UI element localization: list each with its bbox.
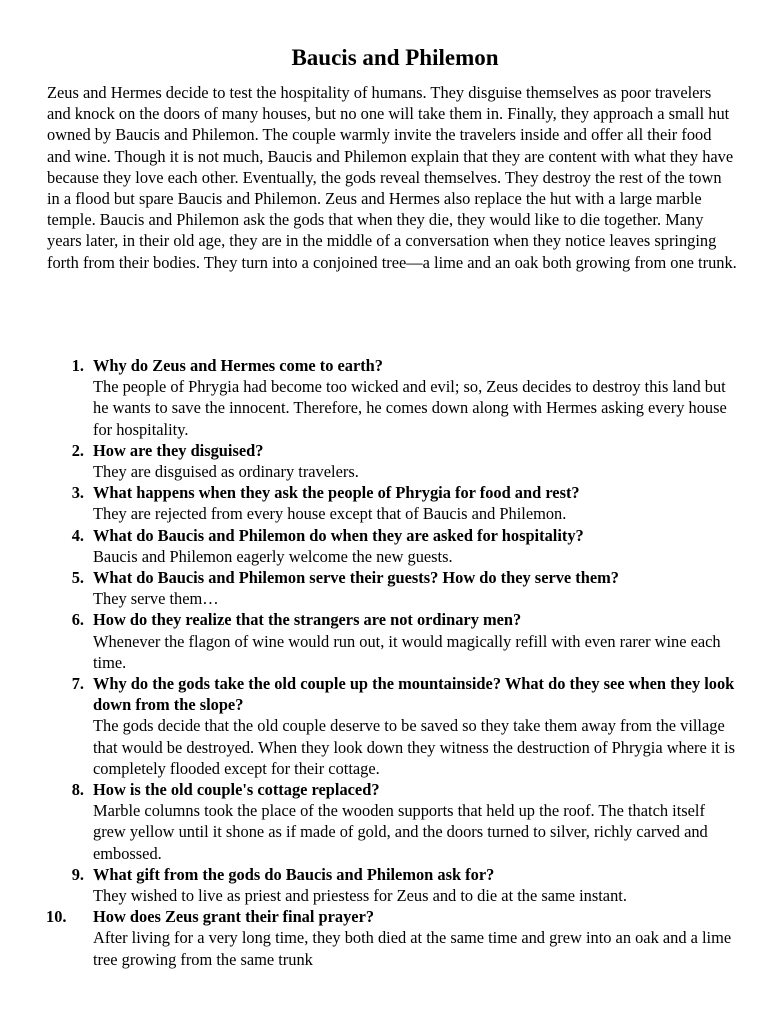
question-list [47, 355, 737, 970]
answer-text: They wished to live as priest and priestess for Zeus and to die at the same instant. [93, 886, 627, 906]
list-item [47, 609, 737, 673]
list-item [47, 906, 737, 970]
list-item [47, 567, 737, 609]
question-text: How is the old couple's cottage replaced? [93, 780, 380, 800]
question-text: Why do the gods take the old couple up the mountainside? What do they see when they look down from the slope? [93, 674, 735, 715]
question-number: 10. [46, 907, 67, 927]
question-number: 8. [71, 780, 84, 800]
list-item [47, 440, 737, 482]
question-number: 5. [71, 568, 84, 588]
list-item [47, 779, 737, 864]
answer-text: The gods decide that the old couple deserve to be saved so they take them away from the village that would be destroyed. When they look down they witness the destruction of Phrygia where it is completely flooded except for their cottage. [93, 716, 735, 778]
question-text: What do Baucis and Philemon serve their guests? How do they serve them? [93, 568, 620, 588]
question-number: 6. [71, 610, 84, 630]
answer-text: Marble columns took the place of the wooden supports that held up the roof. The thatch itself grew yellow until it shone as if made of gold, and the doors turned to silver, richly carved and embossed. [93, 801, 708, 863]
list-item [47, 525, 737, 567]
question-number: 9. [71, 864, 84, 884]
list-item [47, 355, 737, 440]
answer-text: They are disguised as ordinary travelers. [93, 462, 359, 482]
answer-text: They serve them… [93, 589, 219, 609]
question-number: 2. [71, 440, 84, 460]
question-number: 7. [71, 674, 84, 694]
question-text: How are they disguised? [93, 440, 264, 460]
list-item [47, 864, 737, 906]
question-text: How does Zeus grant their final prayer? [93, 907, 375, 927]
story-summary: Zeus and Hermes decide to test the hospitality of humans. They disguise themselves as poor travelers and knock on the doors of many houses, but no one will take them in. Finally, they approach a small hut owned by Baucis and Philemon. The couple warmly invite the travelers inside and offer all their food and wine. Though it is not much, Baucis and Philemon explain that they are content with what they have because they love each other. Eventually, the gods reveal themselves. They destroy the rest of the town in a flood but spare Baucis and Philemon. Zeus and Hermes also replace the hut with a large marble temple. Baucis and Philemon ask the gods that when they die, they would like to die together. Many years later, in their old age, they are in the middle of a conversation when they notice leaves springing forth from their bodies. They turn into a conjoined tree—a lime and an oak both growing from one trunk. [47, 83, 737, 272]
question-text: What do Baucis and Philemon do when they are asked for hospitality? [93, 525, 584, 545]
answer-text: Whenever the flagon of wine would run out, it would magically refill with even rarer wine each time. [93, 631, 721, 672]
answer-text: They are rejected from every house except that of Baucis and Philemon. [93, 504, 567, 524]
question-number: 1. [71, 356, 84, 375]
answer-text: The people of Phrygia had become too wicked and evil; so, Zeus decides to destroy this land but he wants to save the innocent. Therefore, he comes down along with Hermes asking every house for hospitality. [93, 377, 727, 439]
answer-text: After living for a very long time, they both died at the same time and grew into an oak and a lime tree growing from the same trunk [93, 928, 732, 969]
question-number: 4. [71, 525, 84, 545]
list-item [47, 482, 737, 524]
question-text: What gift from the gods do Baucis and Philemon ask for? [93, 864, 495, 884]
list-item [47, 673, 737, 779]
question-text: How do they realize that the strangers are not ordinary men? [93, 610, 522, 630]
answer-text: Baucis and Philemon eagerly welcome the new guests. [93, 546, 453, 566]
question-number: 3. [71, 483, 84, 503]
question-text: Why do Zeus and Hermes come to earth? [93, 356, 383, 375]
question-text: What happens when they ask the people of Phrygia for food and rest? [93, 483, 580, 503]
page-title: Baucis and Philemon [291, 45, 499, 70]
